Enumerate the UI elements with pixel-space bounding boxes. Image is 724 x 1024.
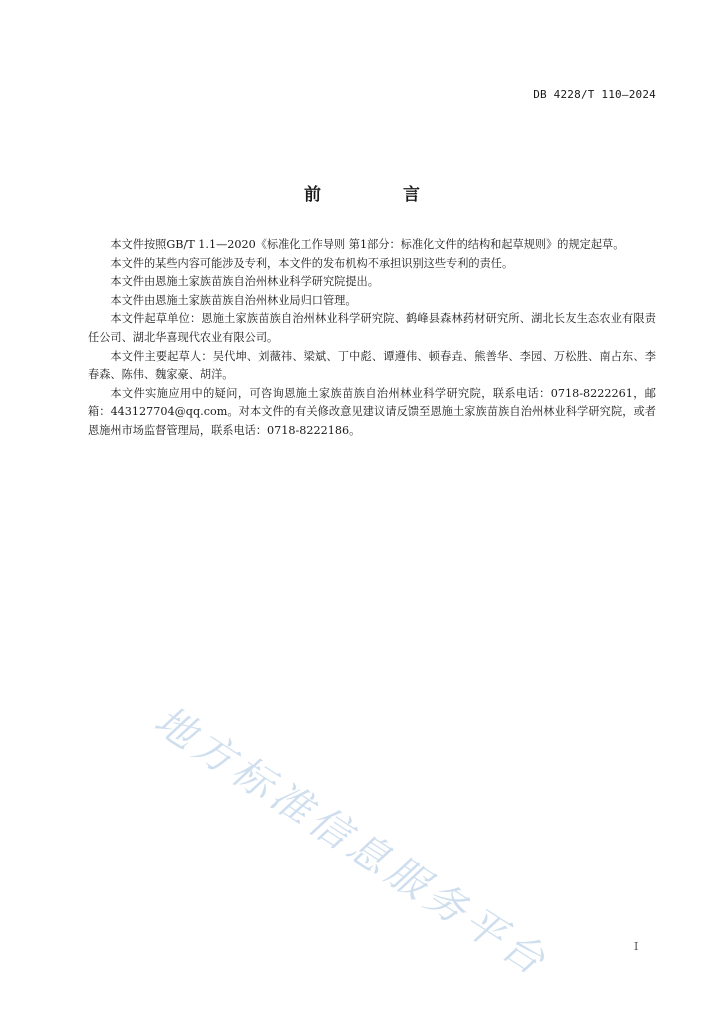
- paragraph-contact: 本文件实施应用中的疑问，可咨询恩施土家族苗族自治州林业科学研究院，联系电话：0718-8222261，邮箱：443127704@qq.com。对本文件的有关修改意见建议请反馈至恩施土家族苗族自治州林业科学研究院，或者恩施州市场监督管理局，联系电话：0718-8222186。: [88, 386, 656, 437]
- foreword-body: [88, 236, 656, 441]
- document-code: DB 4228/T 110—2024: [533, 88, 656, 101]
- paragraph-administrator: 本文件由恩施土家族苗族自治州林业局归口管理。: [110, 293, 357, 307]
- paragraph-patent-notice: 本文件的某些内容可能涉及专利，本文件的发布机构不承担识别这些专利的责任。: [110, 256, 514, 270]
- page-title: 前 言: [304, 185, 458, 205]
- paragraph-drafters: 本文件主要起草人：吴代坤、刘薇祎、梁斌、丁中彪、谭遵伟、顿春垚、熊善华、李园、万松胜、南占东、李春森、陈伟、魏家豪、胡洋。: [88, 349, 656, 382]
- paragraph-drafting-units: 本文件起草单位：恩施土家族苗族自治州林业科学研究院、鹤峰县森林药材研究所、湖北长友生态农业有限责任公司、湖北华喜现代农业有限公司。: [88, 312, 656, 344]
- paragraph-drafting-basis: 本文件按照GB/T 1.1—2020《标准化工作导则 第1部分：标准化文件的结构和起草规则》的规定起草。: [110, 238, 625, 251]
- watermark: 地方标准信息服务平台: [146, 697, 557, 987]
- paragraph-proposer: 本文件由恩施土家族苗族自治州林业科学研究院提出。: [110, 275, 379, 289]
- page-number: I: [634, 940, 639, 953]
